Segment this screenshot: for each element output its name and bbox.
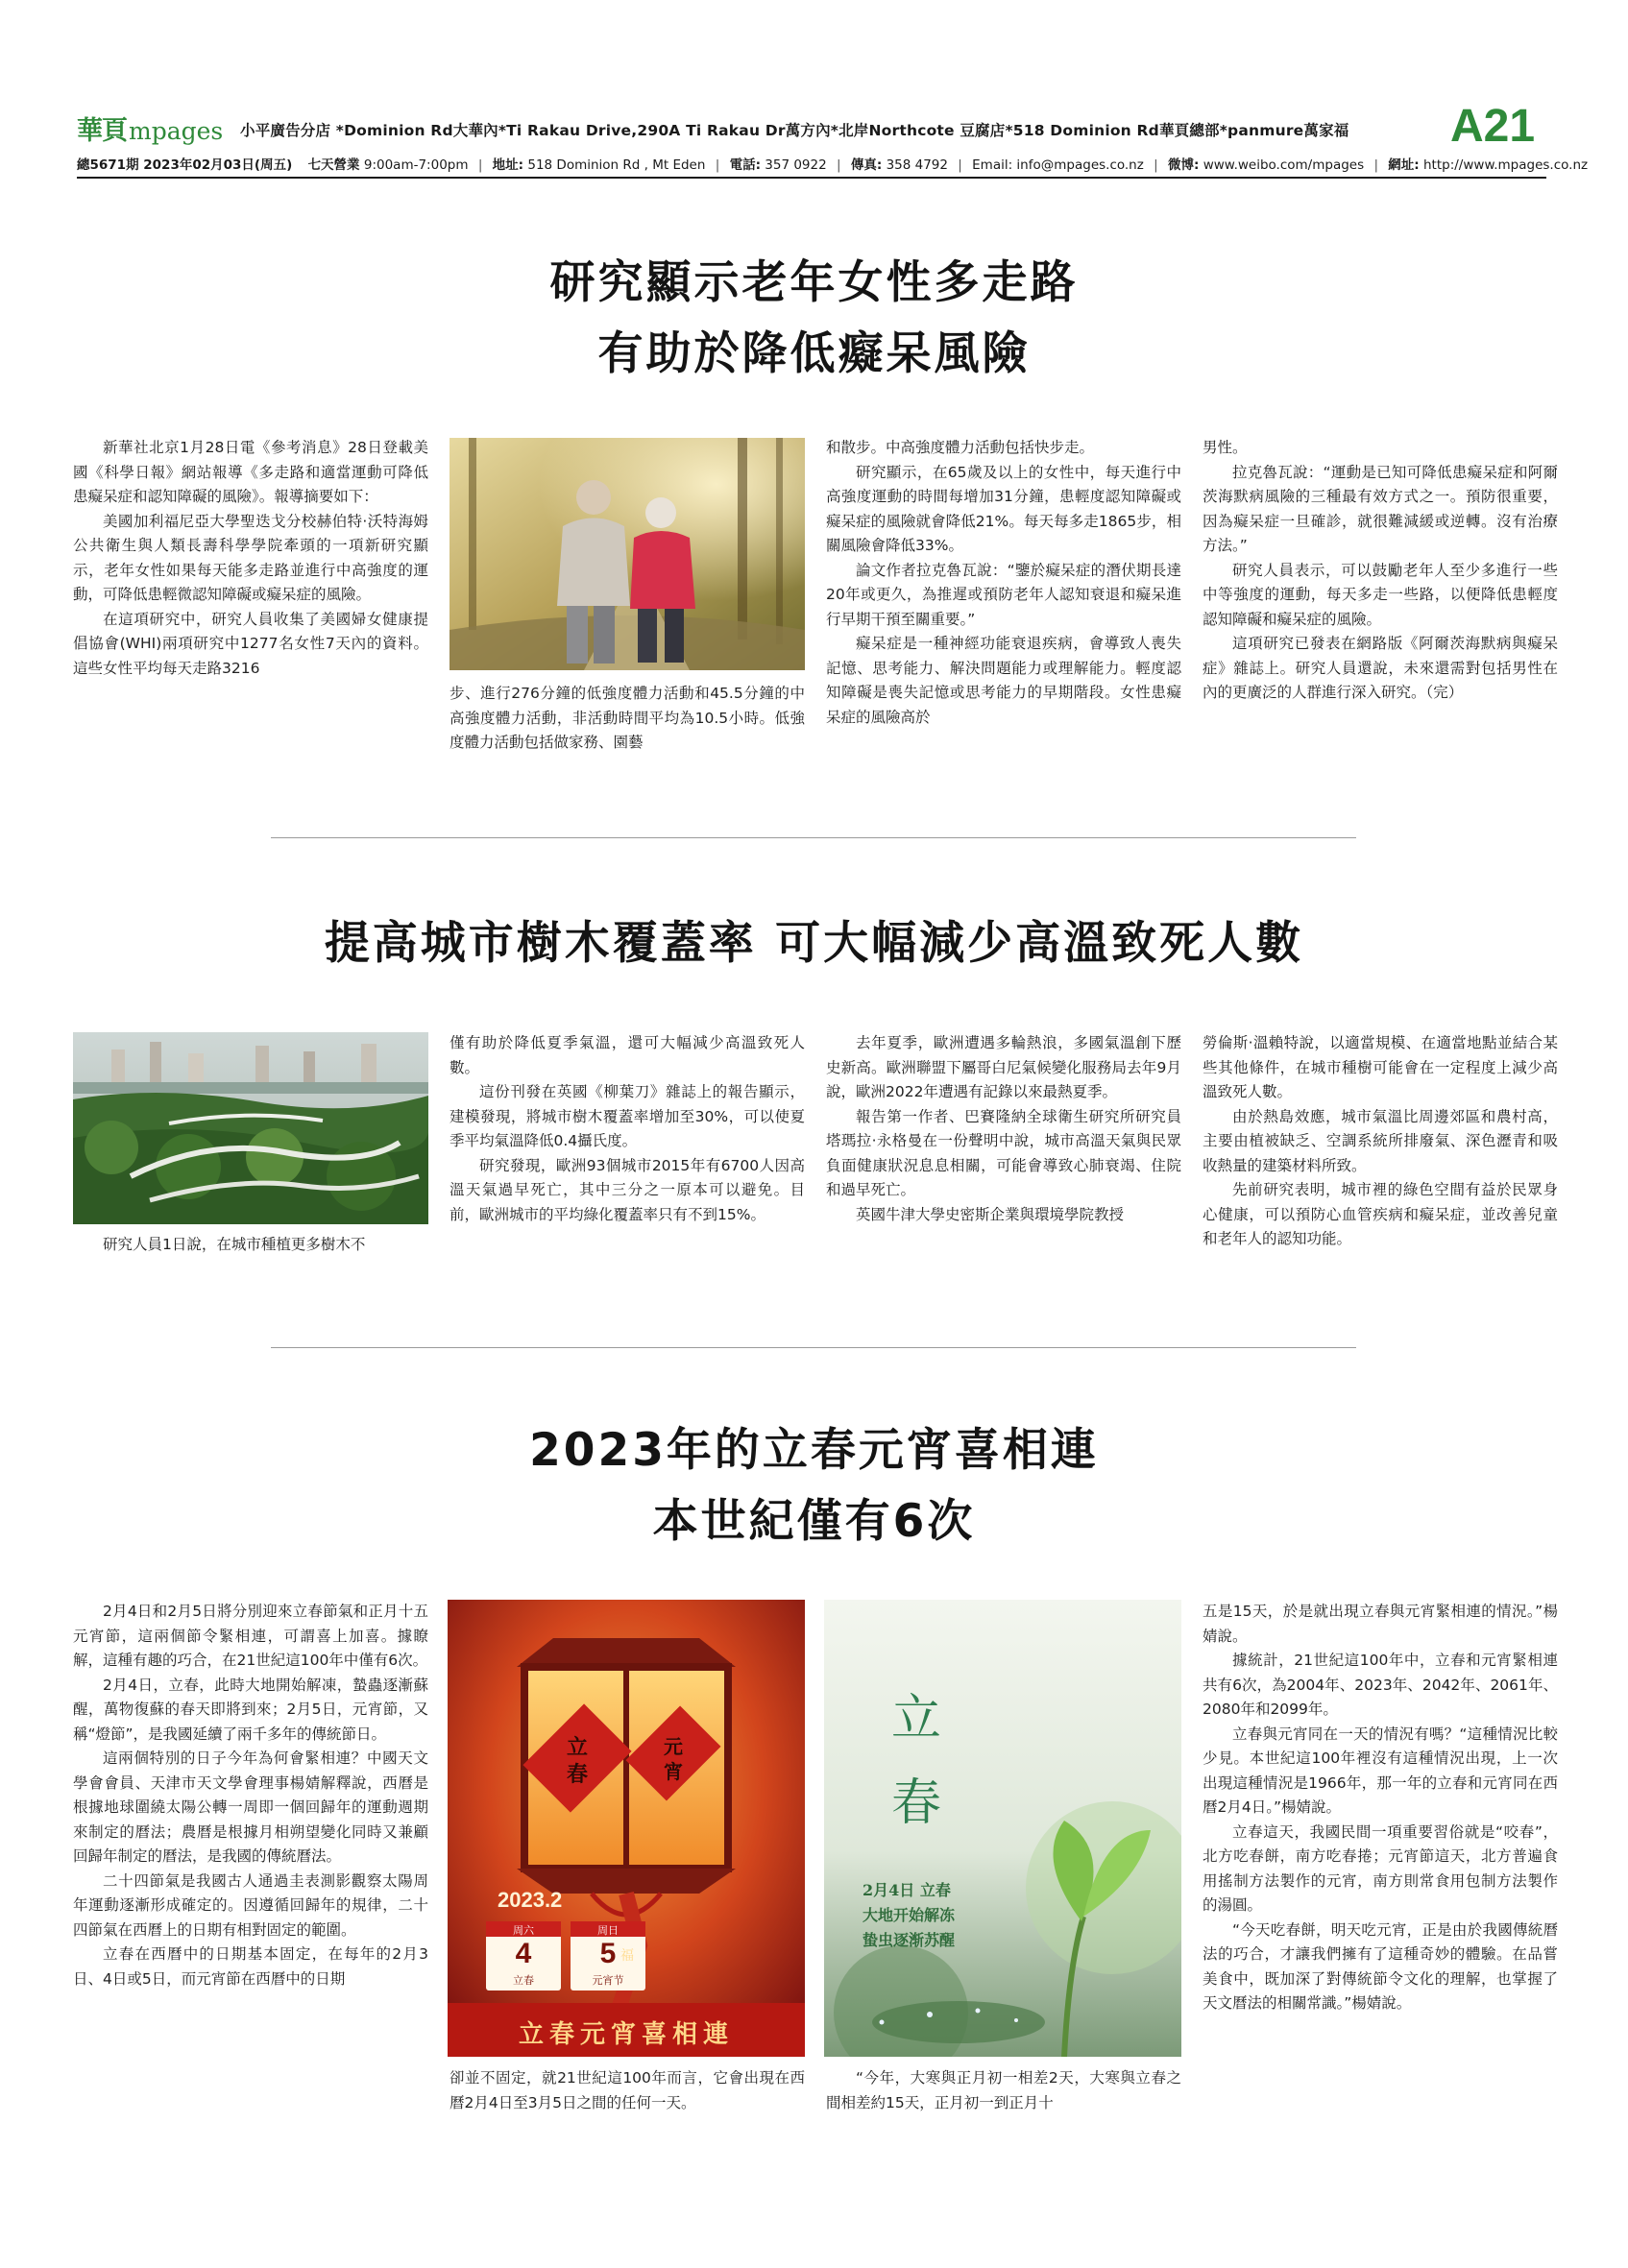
- paragraph: 去年夏季，歐洲遭遇多輪熱浪，多國氣溫創下歷史新高。歐洲聯盟下屬哥白尼氣候變化服務局去年9月說，歐洲2022年遭遇有記錄以來最熱夏季。: [826, 1034, 1181, 1100]
- paragraph: 據統計，21世紀這100年中，立春和元宵緊相連共有6次，為2004年、2023年、2042年、2061年、2080年和2099年。: [1203, 1652, 1558, 1718]
- article1-column-3: [826, 436, 1181, 730]
- newspaper-logo: [77, 109, 232, 148]
- phone-value: 357 0922: [765, 157, 827, 173]
- lantern-text-2: 元 宵: [664, 1735, 683, 1783]
- spring-sprout-image: [824, 1600, 1181, 2057]
- paragraph: 報告第一作者、巴賽隆納全球衛生研究所研究員塔瑪拉·永格曼在一份聲明中說，城市高溫天氣與民眾負面健康狀況息息相關，可能會導致心肺衰竭、住院和過早死亡。: [826, 1107, 1181, 1198]
- article3-column-2: [450, 2066, 805, 2115]
- article2-column-3: [826, 1031, 1181, 1227]
- email-link[interactable]: Email: info@mpages.co.nz: [972, 157, 1144, 173]
- masthead-info-line: 總5671期 2023年02月03日(周五) 七天營業 9:00am-7:00pm | 地址: 518 Dominion Rd , Mt Eden | 電話: 357 0922 | 傳真: 358 4792 | Email: info@mpages.co.nz | 微博: www.weibo.com/mpages | 網址: http://www.mpages.co.nz: [77, 157, 1589, 173]
- paragraph: 英國牛津大學史密斯企業與環境學院教授: [856, 1205, 1125, 1223]
- paragraph: 美國加利福尼亞大學聖迭戈分校赫伯特·沃特海姆公共衛生與人類長壽科學學院牽頭的一項新研究顯示，老年女性如果每天能多走路並進行中高強度的運動，可降低患輕微認知障礙或癡呆症的風險。: [73, 512, 428, 603]
- paragraph: 卻並不固定，就21世紀這100年而言，它會出現在西曆2月4日至3月5日之間的任何一天。: [450, 2069, 805, 2111]
- paragraph: 癡呆症是一種神經功能衰退疾病，會導致人喪失記憶、思考能力、解決問題能力或理解能力。輕度認知障礙是喪失記憶或思考能力的早期階段。女性患癡呆症的風險高於: [826, 635, 1181, 726]
- paragraph: 在這項研究中，研究人員收集了美國婦女健康提倡協會(WHI)兩項研究中1277名女性7天內的資料。這些女性平均每天走路3216: [73, 610, 428, 677]
- paragraph: 研究人員1日說，在城市種植更多樹木不: [103, 1236, 366, 1253]
- hours-value: 9:00am-7:00pm: [363, 157, 469, 173]
- paragraph: 立春在西曆中的日期基本固定，在每年的2月3日、4日或5日，而元宵節在西曆中的日期: [73, 1945, 428, 1988]
- day1-number: 4: [515, 1938, 532, 1969]
- fax-label: 傳真:: [850, 157, 883, 173]
- calendar-year-month: 2023.2: [498, 1888, 563, 1912]
- article2-column-4: [1203, 1031, 1558, 1252]
- website-label: 網址:: [1388, 157, 1420, 173]
- article2-title: 提高城市樹木覆蓋率 可大幅減少高溫致死人數: [324, 917, 1304, 970]
- article3-title-line1: 2023年的立春元宵喜相連: [529, 1424, 1099, 1477]
- day2-label: 元宵节: [592, 1974, 624, 1987]
- paragraph: 男性。: [1203, 439, 1248, 456]
- address-label: 地址:: [492, 157, 524, 173]
- page-number: A21: [1450, 101, 1536, 152]
- paragraph: 這份刊發在英國《柳葉刀》雜誌上的報告顯示，建模發現，將城市樹木覆蓋率增加至30%，可以使夏季平均氣溫降低0.4攝氏度。: [450, 1083, 805, 1149]
- paragraph: 新華社北京1月28日電《參考消息》28日登載美國《科學日報》網站報導《多走路和適當運動可降低患癡呆症和認知障礙的風險》。報導摘要如下：: [73, 439, 428, 505]
- section-divider: [271, 1347, 1356, 1348]
- article1-column-2: [450, 682, 805, 756]
- paragraph: 研究顯示，在65歲及以上的女性中，每天進行中高強度運動的時間每增加31分鐘，患輕度認知障礙或癡呆症的風險就會降低21%。每天每多走1865步，相關風險會降低33%。: [826, 463, 1181, 554]
- logo-english: mpages: [129, 117, 224, 145]
- paragraph: 立春與元宵同在一天的情況有嗎？“這種情況比較少見。本世紀這100年裡沒有這種情況出現，上一次出現這種情況是1966年，那一年的立春和元宵同在西曆2月4日。”楊婧說。: [1203, 1725, 1558, 1816]
- article1-column-1: [73, 436, 428, 681]
- phone-label: 電話:: [729, 157, 761, 173]
- paragraph: 步、進行276分鐘的低強度體力活動和45.5分鐘的中高強度體力活動，非活動時間平均為10.5小時。低強度體力活動包括做家務、園藝: [450, 685, 805, 751]
- paragraph: 論文作者拉克魯瓦說：“鑒於癡呆症的潛伏期長達20年或更久，為推遲或預防老年人認知衰退和癡呆進行早期干預至關重要。”: [826, 561, 1181, 628]
- paragraph: 二十四節氣是我國古人通過圭表測影觀察太陽周年運動逐漸形成確定的。因遵循回歸年的規律，二十四節氣在西曆上的日期有相對固定的範圍。: [73, 1871, 428, 1939]
- paragraph: 先前研究表明，城市裡的綠色空間有益於民眾身心健康，可以預防心血管疾病和癡呆症，並改善兒童和老年人的認知功能。: [1203, 1181, 1558, 1247]
- lantern-festival-image: [448, 1600, 805, 2057]
- article3-column-4: [1203, 1600, 1558, 2016]
- logo-chinese: 華頁: [77, 116, 127, 146]
- spring-title: 立 春: [891, 1690, 942, 1832]
- paragraph: 拉克魯瓦說：“運動是已知可降低患癡呆症和阿爾茨海默病風險的三種最有效方式之一。預防很重要，因為癡呆症一旦確診，就很難減緩或逆轉。沒有治療方法。”: [1203, 463, 1558, 554]
- lantern-caption: 立春元宵喜相連: [518, 2020, 734, 2049]
- paragraph: 2月4日和2月5日將分別迎來立春節氣和正月十五元宵節，這兩個節令緊相連，可謂喜上加喜。據瞭解，這種有趣的巧合，在21世紀這100年中僅有6次。: [73, 1603, 428, 1669]
- branch-list: 小平廣告分店 *Dominion Rd大華內*Ti Rakau Drive,290A Ti Rakau Dr萬方內*北岸Northcote 豆腐店*518 Dominion Rd華頁總部*panmure萬家福: [240, 122, 1349, 139]
- paragraph: 五是15天，於是就出現立春與元宵緊相連的情況。”楊婧說。: [1203, 1603, 1558, 1645]
- fax-value: 358 4792: [886, 157, 948, 173]
- address-value: 518 Dominion Rd , Mt Eden: [527, 157, 706, 173]
- article1-title-line1: 研究顯示老年女性多走路: [549, 256, 1079, 309]
- paragraph: 由於熱島效應，城市氣溫比周邊郊區和農村高，主要由植被缺乏、空調系統所排廢氣、深色瀝青和吸收熱量的建築材料所致。: [1203, 1107, 1558, 1174]
- article3-column-1: [73, 1600, 428, 1991]
- paragraph: 研究發現，歐洲93個城市2015年有6700人因高溫天氣過早死亡，其中三分之一原本可以避免。目前，歐洲城市的平均綠化覆蓋率只有不到15%。: [450, 1156, 805, 1223]
- section-divider: [271, 837, 1356, 838]
- article3-column-3: [826, 2066, 1181, 2115]
- day1-label: 立春: [513, 1974, 534, 1987]
- lantern-text-1: 立 春: [566, 1735, 588, 1787]
- paragraph: 勞倫斯·溫賴特說，以適當規模、在適當地點並結合某些其他條件，在城市種樹可能會在一定程度上減少高溫致死人數。: [1203, 1034, 1558, 1100]
- website-link[interactable]: http://www.mpages.co.nz: [1423, 157, 1589, 173]
- urban-forest-skywalk-photo: [73, 1032, 428, 1224]
- paragraph: 這項研究已發表在網路版《阿爾茨海默病與癡呆症》雜誌上。研究人員還說，未來還需對包括男性在內的更廣泛的人群進行深入研究。（完）: [1203, 635, 1558, 701]
- paragraph: “今年，大寒與正月初一相差2天，大寒與立春之間相差約15天，正月初一到正月十: [826, 2069, 1181, 2111]
- day2-weekday: 周日: [597, 1924, 619, 1937]
- day2-number: 5: [599, 1938, 617, 1969]
- day1-weekday: 周六: [513, 1924, 534, 1937]
- issue-date: 總5671期 2023年02月03日(周五): [77, 157, 293, 173]
- paragraph: 和散步。中高強度體力活動包括快步走。: [826, 439, 1095, 456]
- paragraph: 僅有助於降低夏季氣溫，還可大幅減少高溫致死人數。: [450, 1034, 805, 1076]
- paragraph: 這兩個特別的日子今年為何會緊相連？中國天文學會會員、天津市天文學會理事楊婧解釋說，西曆是根據地球圍繞太陽公轉一周即一個回歸年的運動週期來制定的曆法；農曆是根據月相朔望變化同時又兼顧回歸年制定的曆法，是我國的傳統曆法。: [73, 1749, 428, 1865]
- article3-title-line2: 本世紀僅有6次: [652, 1495, 976, 1548]
- article2-column-2: [450, 1031, 805, 1227]
- paragraph: “今天吃春餅，明天吃元宵，正是由於我國傳統曆法的巧合，才讓我們擁有了這種奇妙的體驗。在品嘗美食中，既加深了對傳統節令文化的理解，也掌握了天文曆法的相關常識。”楊婧說。: [1203, 1920, 1558, 2012]
- elderly-couple-walking-photo: [450, 438, 805, 670]
- hours-label: 七天營業: [307, 157, 360, 173]
- paragraph: 2月4日，立春，此時大地開始解凍，蟄蟲逐漸蘇醒，萬物復蘇的春天即將到來；2月5日，元宵節，又稱“燈節”，是我國延續了兩千多年的傳統節日。: [73, 1676, 428, 1743]
- weibo-link[interactable]: www.weibo.com/mpages: [1203, 157, 1365, 173]
- paragraph: 研究人員表示，可以鼓勵老年人至少多進行一些中等強度的運動，每天多走一些路，以便降低患輕度認知障礙和癡呆症的風險。: [1203, 561, 1558, 628]
- weibo-label: 微博:: [1167, 157, 1200, 173]
- masthead-rule: [77, 177, 1546, 179]
- tassel-text: 福: [620, 1948, 634, 1964]
- article1-column-4: [1203, 436, 1558, 706]
- article2-column-1: [73, 1233, 428, 1258]
- spring-caption: 2月4日 立春 大地开始解冻 蛰虫逐渐苏醒: [863, 1881, 956, 1949]
- paragraph: 立春這天，我國民間一項重要習俗就是“咬春”，北方吃春餅，南方吃春捲；元宵節這天，北方普遍食用搖制方法製作的元宵，南方則常食用包制方法製作的湯圓。: [1203, 1822, 1558, 1914]
- article1-title-line2: 有助於降低癡呆風險: [597, 327, 1031, 380]
